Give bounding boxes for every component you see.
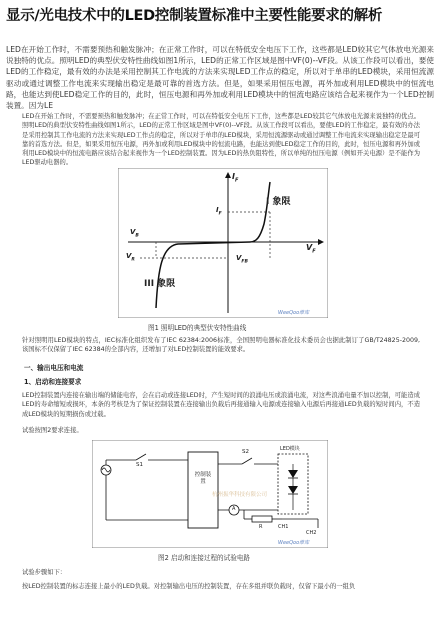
figure-2-caption: 图2 启动和连接过程的试验电路 <box>158 554 251 562</box>
s1-label: S1 <box>136 462 143 468</box>
ch2-label: CH2 <box>306 530 317 536</box>
figure-1-caption: 图1 照明LED的典型伏安特性曲线 <box>148 324 247 332</box>
if-marker-label: $I_F$ <box>216 206 222 217</box>
s2-label: S2 <box>242 449 249 455</box>
control-device-label: 控制装置 <box>194 472 212 485</box>
body-paragraph-2: 针对照明用LED模块的特点，IEC标准化组织发布了IEC 62384:2006标准，全国照明电器标准化技术委员会也据此制订了GB/T24825-2009,该国标不仅保留了IEC 62384的全部内容，还增加了对LED控制装置的能效要求。 <box>22 337 420 354</box>
test-circuit-diagram <box>92 440 328 548</box>
quadrant-1-label: I 象限 <box>266 197 291 207</box>
vf-axis-label: $V_F$ <box>306 243 316 255</box>
vbr-label: $V_B$ <box>130 228 139 239</box>
page-title: 显示/光电技术中的LED控制装置标准中主要性能要求的解析 <box>6 8 383 24</box>
iv-curve-chart <box>118 168 328 318</box>
figure-iv-curve <box>118 168 328 318</box>
figure-2-watermark: WeeQoo维库 <box>278 540 310 546</box>
section-heading-1-1: 1、启动和连接要求 <box>24 378 82 386</box>
intro-paragraph: LED在开始工作时，不需要预热和触发脉冲；在正常工作时，可以在特低安全电压下工作，这些都是LED较其它气体放电光源来说独特的优点。照明LED的典型伏安特性曲线如图1所示，LED的正常工作区域是图中VF(0)--VF段。从该工作段可以看出，要使LED的工作稳定，最有效的办法是采用控制其工作电流的方法来实现LED工作点的稳定，所以对于单串的LED模块，采用恒流源驱动或通过调整工作电流来实现输出稳定是最可靠的首选方法。但是，如果采用恒压电源，再外加或利用LED模块中的恒流电路，也能达到使LED稳定工作的目的，此时，恒压电源和再外加或利用LED模块中的恒流电路应该结合起来视作为一个LED控制装置。因为LE <box>6 45 434 111</box>
body-paragraph-1: LED在开始工作时，不需要预热和触发脉冲；在正常工作时，可以在特低安全电压下工作，这些都是LED较其它气体放电光源来说独特的优点。照明LED的典型伏安特性曲线如图1所示，LED的正常工作区域是图中VF(0)--VF段。从该工作段可以看出，要使LED的工作稳定，最有效的办法是采用控制其工作电流的方法来实现LED工作点的稳定，所以对于单串的LED模块，采用恒流源驱动或通过调整工作电流来实现输出稳定是最可靠的首选方法。但是，如果采用恒压电源，再外加或利用LED模块中的恒流电路，也能达到使LED稳定工作的目的，此时，恒压电源和再外加或利用LED模块中的恒流电路应该结合起来视作为一个LED控制装置。因为LED的热负阻特性，所以单纯的恒压电源（例如开关电源）是不能作为LED驱动电器的。 <box>22 113 420 167</box>
body-paragraph-4: 试验按图2要求连接。 <box>22 427 83 434</box>
figure-watermark: WeeQoo维库 <box>278 310 310 316</box>
resistor-label: R <box>259 524 263 530</box>
figure-test-circuit <box>92 440 328 548</box>
section-heading-1: 一、输出电压和电流 <box>24 364 84 372</box>
ch1-label: CH1 <box>278 524 289 530</box>
center-watermark: 杭州振华科技有限公司 <box>212 492 268 498</box>
if-axis-label: $I_F$ <box>232 172 239 184</box>
ammeter-label: A <box>232 506 236 512</box>
quadrant-3-label: III 象限 <box>144 279 176 289</box>
vfb-label: $V_{FB}$ <box>236 254 248 265</box>
body-paragraph-5: 试验步骤如下： <box>22 569 67 576</box>
body-paragraph-3: LED控制装置内连接在输出端的储能电容，会在启动或连接LED时，产生短时间的浪涌电压或浪涌电流，对这些浪涌电量不加以控制，可能造成LED的寿命缩短或损坏，本条的考核是为了保证控制装置在连接输出负载后再接通输入电源或连接输入电源后再接通LED负载的短时间内，不造成LED模块的短期损伤或过载。 <box>22 392 420 418</box>
body-paragraph-6: 按LED控制装置的标志连接上最小的LED负载。对控制输出电压的控制装置，存在多组并联负载时，仅留下最小的一组负 <box>22 583 356 590</box>
led-module-label: LED模块 <box>280 446 300 452</box>
vr-label: $V_R$ <box>126 252 135 263</box>
